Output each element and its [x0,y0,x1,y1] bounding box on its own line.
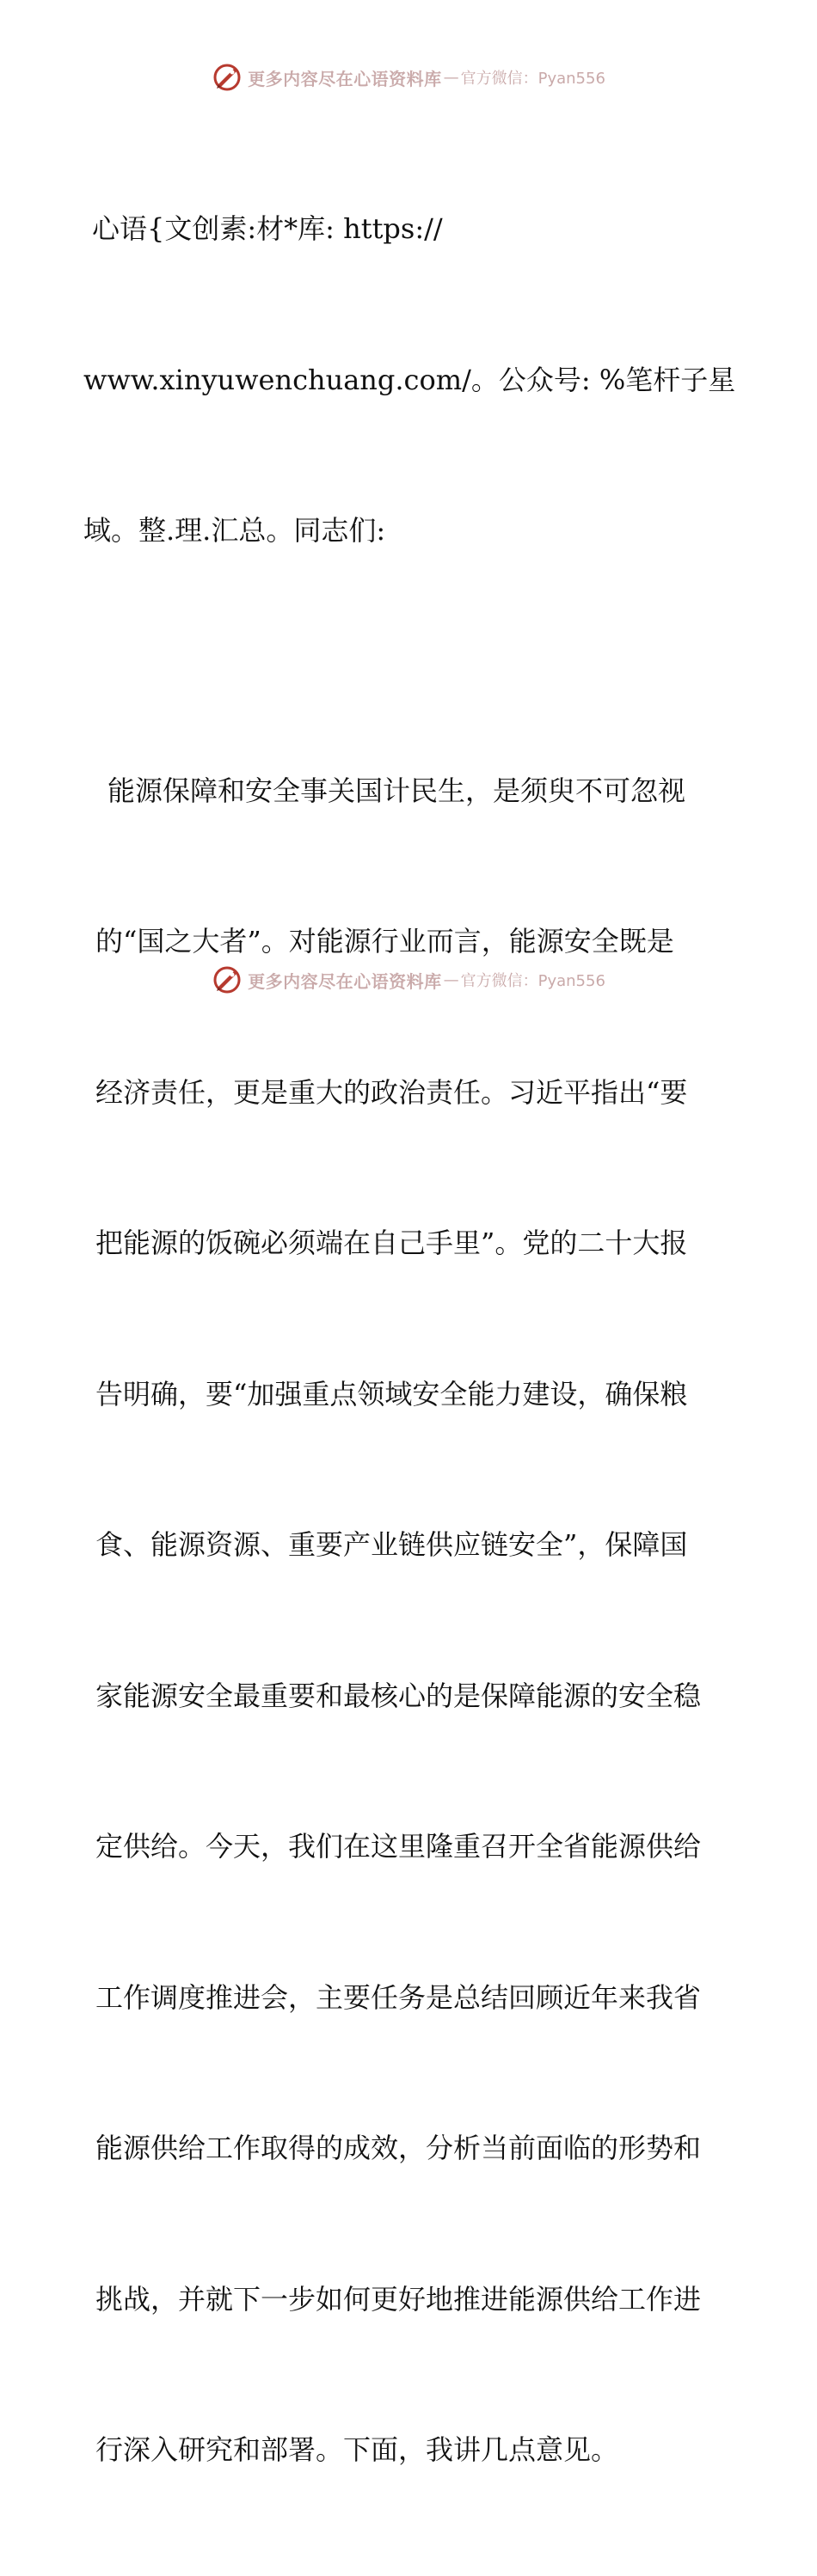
banner-account: 官方微信：Pyan556 [460,70,605,88]
intro-line: www.xinyuwenchuang.com/。公众号: %笔杆子星 [83,363,736,396]
body-line: 能源供给工作取得的成效，分析当前面临的形势和 [95,2132,702,2164]
document-body [83,103,737,2576]
header-banner [0,60,817,95]
banner-title: 更多内容尽在心语资料库 [248,68,442,89]
body-line: 能源保障和安全事关国计民生，是须臾不可忽视 [108,774,686,807]
intro-paragraph [83,103,737,657]
body-line: 挑战，并就下一步如何更好地推进能源供给工作进 [95,2282,702,2316]
body-line: 食、能源资源、重要产业链供应链安全”，保障国 [95,1528,688,1561]
body-line: 定供给。今天，我们在这里隆重召开全省能源供给 [95,1830,702,1863]
banner-title: 更多内容尽在心语资料库 [248,970,442,992]
body-line: 把能源的饭碗必须端在自己手里”。党的二十大报 [95,1227,688,1259]
banner-separator: — [443,68,459,87]
banner-separator: — [443,970,459,989]
pen-logo-icon [212,964,243,995]
body-line: 工作调度推进会，主要任务是总结回顾近年来我省 [95,1980,702,2014]
banner-account: 官方微信：Pyan556 [460,972,605,990]
body-line: 行深入研究和部署。下面，我讲几点意见。 [95,2433,619,2466]
body-line: 家能源安全最重要和最核心的是保障能源的安全稳 [95,1679,702,1712]
pen-logo-icon [212,62,243,93]
intro-line: 域。整.理.汇总。同志们: [83,514,386,547]
footer-banner [0,963,817,997]
body-line: 经济责任，更是重大的政治责任。习近平指出“要 [95,1075,688,1109]
body-line: 告明确，要“加强重点领域安全能力建设，确保粮 [95,1377,688,1410]
body-paragraph [83,665,737,2576]
body-line: 的“国之大者”。对能源行业而言，能源安全既是 [95,925,674,958]
intro-line: 心语{文创素:材*库: https:// [92,212,443,245]
